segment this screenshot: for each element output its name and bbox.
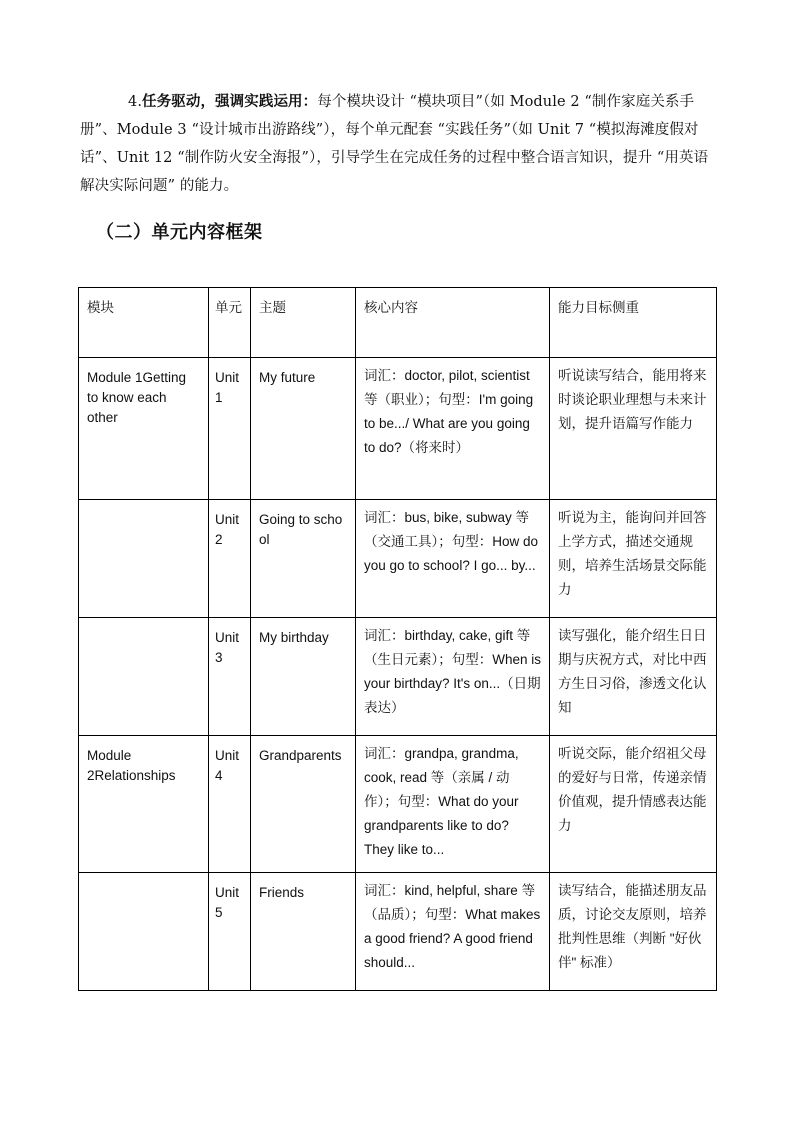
table-row bbox=[79, 500, 717, 618]
unit-cell bbox=[209, 736, 251, 873]
table-row bbox=[79, 736, 717, 873]
theme-cell: My future bbox=[251, 358, 356, 500]
header-core-content: 核心内容 bbox=[356, 288, 550, 358]
core-content-cell: 词汇：kind, helpful, share 等（品质）；句型：What makes a good friend? A good friend should... bbox=[356, 873, 550, 991]
paragraph-number: 4. bbox=[128, 94, 143, 110]
table-row bbox=[79, 873, 717, 991]
paragraph-body: 每个模块设计 “模块项目”（如 Module 2 “制作家庭关系手册”、Module 3 “设计城市出游路线”），每个单元配套 “实践任务”（如 Unit 7 “模拟海滩度假对话”、Unit 12 “制作防火安全海报”），引导学生在完成任务的过程中整合语言知识，提升 “用英语解决实际问题” 的能力。 bbox=[80, 94, 709, 194]
unit-cell bbox=[209, 618, 251, 736]
ability-focus-cell: 听说为主，能询问并回答上学方式，描述交通规则，培养生活场景交际能力 bbox=[550, 500, 717, 618]
ability-focus-cell: 听说读写结合，能用将来时谈论职业理想与未来计划，提升语篇写作能力 bbox=[550, 358, 717, 500]
unit-content-framework-table bbox=[78, 287, 717, 991]
module-cell: Module 1Getting to know each other bbox=[79, 358, 209, 500]
task-driven-paragraph bbox=[80, 88, 720, 200]
core-content-cell: 词汇：birthday, cake, gift 等（生日元素）；句型：When is your birthday? It's on...（日期表达） bbox=[356, 618, 550, 736]
unit-label: Unit bbox=[215, 748, 240, 763]
table-row bbox=[79, 618, 717, 736]
module-cell: Module 2Relationships bbox=[79, 736, 209, 873]
header-ability-focus: 能力目标侧重 bbox=[550, 288, 717, 358]
unit-number: 1 bbox=[215, 390, 223, 405]
table-header-row bbox=[79, 288, 717, 358]
core-content-cell: 词汇：grandpa, grandma, cook, read 等（亲属 / 动作）；句型：What do your grandparents like to do? They like to... bbox=[356, 736, 550, 873]
ability-focus-cell: 读写结合，能描述朋友品质，讨论交友原则，培养批判性思维（判断 "好伙伴" 标准） bbox=[550, 873, 717, 991]
ability-focus-cell: 读写强化，能介绍生日日期与庆祝方式，对比中西方生日习俗，渗透文化认知 bbox=[550, 618, 717, 736]
unit-label: Unit bbox=[215, 370, 240, 385]
module-cell bbox=[79, 873, 209, 991]
unit-number: 3 bbox=[215, 650, 223, 665]
unit-label: Unit bbox=[215, 630, 240, 645]
module-cell bbox=[79, 500, 209, 618]
core-content-cell: 词汇：bus, bike, subway 等（交通工具）；句型：How do you go to school? I go... by... bbox=[356, 500, 550, 618]
theme-cell: Going to school bbox=[251, 500, 356, 618]
unit-number: 2 bbox=[215, 532, 223, 547]
table-body bbox=[79, 358, 717, 991]
unit-label: Unit bbox=[215, 885, 240, 900]
module-cell bbox=[79, 618, 209, 736]
unit-label: Unit bbox=[215, 512, 240, 527]
paragraph-bold-heading: 任务驱动，强调实践运用： bbox=[142, 93, 318, 110]
theme-cell: My birthday bbox=[251, 618, 356, 736]
unit-cell bbox=[209, 873, 251, 991]
table-header bbox=[79, 288, 717, 358]
header-theme: 主题 bbox=[251, 288, 356, 358]
theme-cell: Friends bbox=[251, 873, 356, 991]
section-heading: （二）单元内容框架 bbox=[96, 222, 263, 243]
header-unit: 单元 bbox=[209, 288, 251, 358]
unit-cell bbox=[209, 500, 251, 618]
unit-number: 4 bbox=[215, 768, 223, 783]
header-module: 模块 bbox=[79, 288, 209, 358]
unit-cell bbox=[209, 358, 251, 500]
table-row bbox=[79, 358, 717, 500]
theme-cell: Grandparents bbox=[251, 736, 356, 873]
unit-number: 5 bbox=[215, 905, 223, 920]
ability-focus-cell: 听说交际，能介绍祖父母的爱好与日常，传递亲情价值观，提升情感表达能力 bbox=[550, 736, 717, 873]
core-content-cell: 词汇：doctor, pilot, scientist 等（职业）；句型：I'm going to be.../ What are you going to do?（将来时） bbox=[356, 358, 550, 500]
